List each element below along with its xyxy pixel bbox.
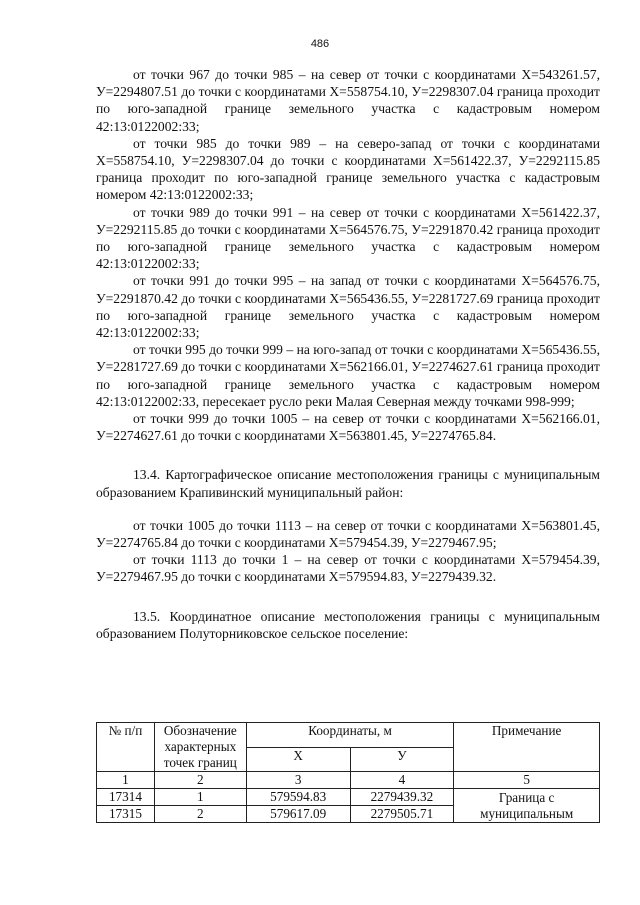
row-y: 2279439.32 xyxy=(350,789,454,806)
paragraph-1005-1113: от точки 1005 до точки 1113 – на север от точки с координатами X=563801.45, У=2274765.84 до точки с координатами X=579454.39, У=2279467.95; xyxy=(96,517,600,551)
paragraph-985-989: от точки 985 до точки 989 – на северо-запад от точки с координатами X=558754.10, У=2298307.04 до точки с координатами X=561422.37, У=2292115.85 граница проходит по юго-западной границе земельного участка с кадастровым номером 42:13:0122002:33; xyxy=(96,135,600,203)
index-cell: 3 xyxy=(246,772,350,789)
section-13-5-heading: 13.5. Координатное описание местоположения границы с муниципальным образованием Полуторниковское сельское поселение: xyxy=(96,608,600,641)
page-number: 486 xyxy=(310,38,330,50)
paragraph-967-985: от точки 967 до точки 985 – на север от точки с координатами X=543261.57, У=2294807.51 до точки с координатами X=558754.10, У=2298307.04 граница проходит по юго-западной границе земельного участка с кадастровым номером 42:13:0122002:33; xyxy=(96,67,600,134)
header-coordinates: Координаты, м xyxy=(246,723,453,748)
header-num: № п/п xyxy=(97,723,155,772)
header-note: Примечание xyxy=(454,723,600,772)
header-x: X xyxy=(246,747,350,772)
paragraph-989-991: от точки 989 до точки 991 – на север от точки с координатами X=561422.37, У=2292115.85 до точки с координатами X=564576.75, У=2291870.42 граница проходит по юго-западной границе земельного участка с кадастровым номером 42:13:0122002:33; xyxy=(96,204,600,272)
document-body xyxy=(96,66,600,642)
row-point: 1 xyxy=(154,789,246,806)
row-y: 2279505.71 xyxy=(350,806,454,823)
row-num: 17314 xyxy=(97,789,155,806)
section-13-4-heading: 13.4. Картографическое описание местоположения границы с муниципальным образованием Крапивинский муниципальный район: xyxy=(96,467,600,500)
paragraph-995-999: от точки 995 до точки 999 – на юго-запад от точки с координатами X=565436.55, У=2281727.69 до точки с координатами X=562166.01, У=2274627.61 граница проходит по юго-западной границе земельного участка с кадастровым номером 42:13:0122002:33, пересекает русло реки Малая Северная между точками 998-999; xyxy=(96,342,600,409)
table-header-row xyxy=(97,723,600,748)
index-cell: 4 xyxy=(350,772,454,789)
header-designation: Обозначение характерных точек границ xyxy=(154,723,246,772)
row-x: 579617.09 xyxy=(246,806,350,823)
index-cell: 1 xyxy=(97,772,155,789)
paragraph-991-995: от точки 991 до точки 995 – на запад от точки с координатами X=564576.75, У=2291870.42 до точки с координатами X=565436.55, У=2281727.69 граница проходит по юго-западной границе земельного участка с кадастровым номером 42:13:0122002:33; xyxy=(96,273,600,341)
paragraph-1113-1: от точки 1113 до точки 1 – на север от точки с координатами X=579454.39, У=2279467.95 до точки с координатами X=579594.83, У=2279439.32. xyxy=(96,552,600,585)
coordinates-table xyxy=(96,722,600,823)
paragraph-999-1005: от точки 999 до точки 1005 – на север от точки с координатами X=562166.01, У=2274627.61 до точки с координатами X=563801.45, У=2274765.84. xyxy=(96,411,600,444)
row-point: 2 xyxy=(154,806,246,823)
table-row xyxy=(97,789,600,806)
header-y: У xyxy=(350,747,454,772)
index-cell: 5 xyxy=(454,772,600,789)
row-note: Граница с муниципальным xyxy=(454,789,600,823)
row-num: 17315 xyxy=(97,806,155,823)
table-index-row xyxy=(97,772,600,789)
index-cell: 2 xyxy=(154,772,246,789)
row-x: 579594.83 xyxy=(246,789,350,806)
